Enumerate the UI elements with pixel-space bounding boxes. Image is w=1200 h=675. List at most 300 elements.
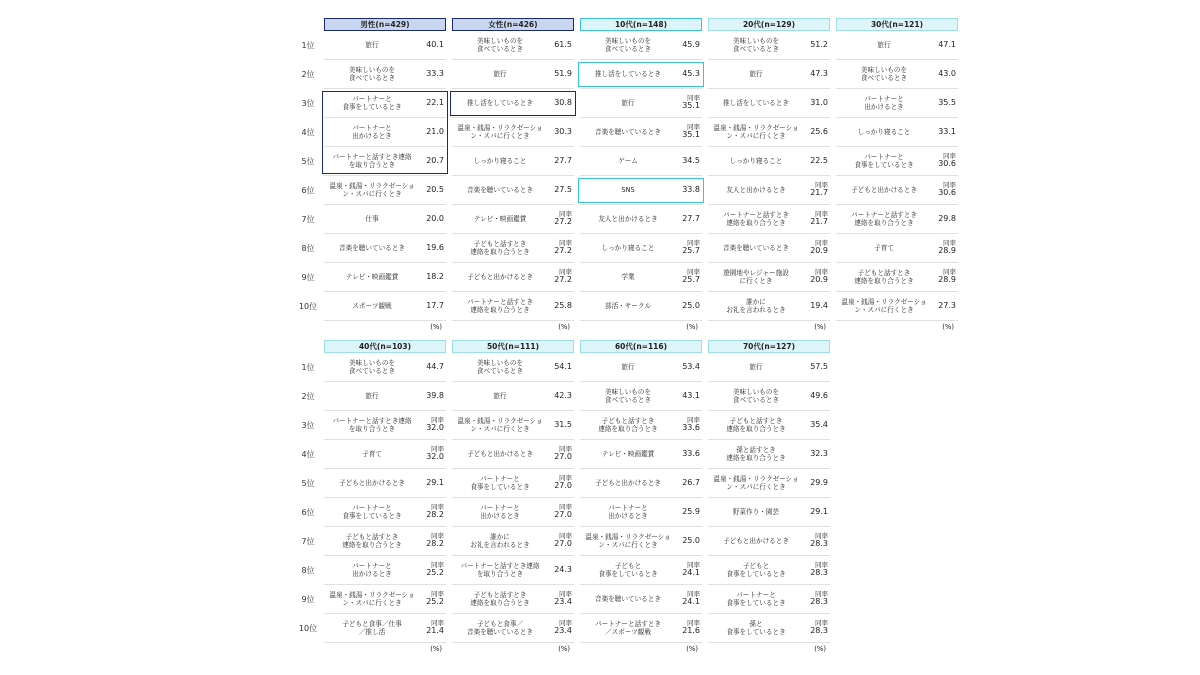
item-value: 24.3: [554, 564, 572, 574]
item-value: 31.0: [810, 97, 828, 107]
item-label: 子どもと食事／ 音楽を聴いているとき: [467, 619, 533, 636]
table-row: [708, 234, 830, 263]
tie-label: 同率: [431, 445, 444, 454]
table-row: [708, 556, 830, 585]
table-row: [580, 147, 702, 176]
tie-label: 同率: [943, 268, 956, 277]
item-value: 33.1: [938, 126, 956, 136]
item-value: 同率 30.6: [932, 182, 958, 197]
item-label: パートナーと話すとき連絡 を取り合うとき: [460, 561, 540, 578]
rank-label: 7位: [301, 215, 315, 224]
item-value: 34.5: [682, 155, 700, 165]
item-value: 27.3: [938, 300, 956, 310]
item-value: 20.0: [426, 213, 444, 223]
table-row: [324, 440, 446, 469]
table-row: [708, 89, 830, 118]
item-value: 51.9: [554, 68, 572, 78]
table-row: [452, 176, 574, 205]
item-label: 仕事: [365, 214, 379, 223]
rank-label: 9位: [301, 595, 315, 604]
table-row: [324, 382, 446, 411]
item-label: パートナーと 出かけるとき: [480, 503, 520, 520]
table-row: [324, 176, 446, 205]
table-row: [452, 469, 574, 498]
tie-label: 同率: [687, 94, 700, 103]
table-row: [580, 176, 702, 205]
tie-label: 同率: [559, 474, 572, 483]
item-value: 35.5: [938, 97, 956, 107]
table-row: [324, 205, 446, 234]
tie-label: 同率: [687, 268, 700, 277]
column-male: [324, 18, 446, 333]
table-row: [580, 89, 702, 118]
item-value: 57.5: [810, 361, 828, 371]
table-row: [580, 527, 702, 556]
item-label: 推し活をしているとき: [595, 69, 661, 78]
table-row: [836, 89, 958, 118]
item-label: 旅行: [493, 391, 507, 400]
item-value: 21.0: [426, 126, 444, 136]
item-label: しっかり寝ること: [729, 156, 783, 165]
item-value: 42.3: [554, 390, 572, 400]
item-value: 同率 32.0: [420, 417, 446, 432]
item-label: 温泉・銭湯・リラクゼーショ ン・スパに行くとき: [457, 416, 543, 433]
table-row: [452, 31, 574, 60]
item-value: 同率 33.6: [676, 417, 702, 432]
rank-label: 1位: [301, 363, 315, 372]
table-row: [324, 585, 446, 614]
item-label: 子どもと 食事をしているとき: [726, 561, 786, 578]
top-rank-column: [296, 31, 320, 321]
item-value: 同率 21.4: [420, 620, 446, 635]
item-value: 25.8: [554, 300, 572, 310]
tie-label: 同率: [559, 268, 572, 277]
item-value: 22.1: [426, 97, 444, 107]
table-row: [836, 147, 958, 176]
item-value: 同率 35.1: [676, 95, 702, 110]
item-value: 54.1: [554, 361, 572, 371]
item-label: 子育て: [362, 449, 382, 458]
item-label: パートナーと 出かけるとき: [352, 123, 392, 140]
table-row: [452, 614, 574, 643]
item-value: 19.6: [426, 242, 444, 252]
item-label: 美味しいものを 食べているとき: [476, 358, 524, 375]
table-row: [324, 234, 446, 263]
item-value: 同率 27.0: [548, 475, 574, 490]
item-label: 子どもと話すとき 連絡を取り合うとき: [726, 416, 786, 433]
item-value: 44.7: [426, 361, 444, 371]
item-value: 同率 27.2: [548, 269, 574, 284]
item-value: 25.6: [810, 126, 828, 136]
item-value: 29.1: [426, 477, 444, 487]
table-row: [324, 556, 446, 585]
table-row: [836, 176, 958, 205]
tie-label: 同率: [943, 239, 956, 248]
unit-label: (%): [558, 645, 570, 653]
item-label: 旅行: [749, 362, 763, 371]
item-label: 美味しいものを 食べているとき: [732, 36, 780, 53]
tie-label: 同率: [815, 590, 828, 599]
item-value: 25.0: [682, 535, 700, 545]
item-label: パートナーと 出かけるとき: [864, 94, 904, 111]
rank-label: 6位: [301, 508, 315, 517]
column-female: [452, 18, 574, 333]
item-value: 47.3: [810, 68, 828, 78]
table-row: [708, 176, 830, 205]
item-label: 部活・サークル: [605, 301, 651, 310]
table-row: [708, 147, 830, 176]
tie-label: 同率: [815, 210, 828, 219]
item-value: 49.6: [810, 390, 828, 400]
tie-label: 同率: [559, 532, 572, 541]
item-value: 29.9: [810, 477, 828, 487]
item-label: 子どもと話すとき 連絡を取り合うとき: [470, 590, 530, 607]
item-label: 温泉・銭湯・リラクゼーショ ン・スパに行くとき: [329, 181, 415, 198]
item-label: 子どもと話すとき 連絡を取り合うとき: [470, 239, 530, 256]
bottom-rank-column: [296, 353, 320, 643]
item-label: SNS: [621, 185, 635, 194]
item-label: しっかり寝ること: [473, 156, 527, 165]
item-value: 同率 27.2: [548, 240, 574, 255]
item-label: 孫と 食事をしているとき: [726, 619, 786, 636]
table-row: [452, 498, 574, 527]
item-label: 温泉・銭湯・リラクゼーショ ン・スパに行くとき: [329, 590, 415, 607]
column-70s: [708, 340, 830, 655]
item-value: 同率 25.7: [676, 240, 702, 255]
item-label: 孫と話すとき 連絡を取り合うとき: [726, 445, 786, 462]
tie-label: 同率: [943, 181, 956, 190]
tie-label: 同率: [431, 561, 444, 570]
table-row: [452, 118, 574, 147]
column-header: 30代(n=121): [836, 18, 958, 31]
item-label: パートナーと話すとき連絡 を取り合うとき: [332, 152, 412, 169]
table-row: [452, 382, 574, 411]
item-label: 子どもと出かけるとき: [467, 272, 533, 281]
table-row: [580, 382, 702, 411]
table-row: [580, 292, 702, 321]
item-value: 45.9: [682, 39, 700, 49]
item-label: ゲーム: [618, 156, 638, 165]
item-label: 誰かに お礼を言われるとき: [470, 532, 530, 549]
item-value: 20.5: [426, 184, 444, 194]
item-label: テレビ・映画鑑賞: [601, 449, 655, 458]
table-row: [452, 527, 574, 556]
table-row: [708, 498, 830, 527]
table-row: [836, 31, 958, 60]
column-header: 10代(n=148): [580, 18, 702, 31]
item-value: 61.5: [554, 39, 572, 49]
table-row: [708, 31, 830, 60]
item-label: 音楽を聴いているとき: [595, 594, 661, 603]
item-value: 同率 27.0: [548, 446, 574, 461]
item-value: 同率 20.9: [804, 240, 830, 255]
item-label: 子どもと出かけるとき: [595, 478, 661, 487]
unit-label: (%): [942, 323, 954, 331]
item-label: 旅行: [877, 40, 891, 49]
table-row: [580, 205, 702, 234]
item-label: 旅行: [749, 69, 763, 78]
table-row: [708, 440, 830, 469]
item-label: パートナーと話すとき 連絡を取り合うとき: [851, 210, 917, 227]
item-label: 子どもと出かけるとき: [723, 536, 789, 545]
item-value: 同率 27.0: [548, 504, 574, 519]
item-value: 29.8: [938, 213, 956, 223]
table-row: [836, 118, 958, 147]
tie-label: 同率: [687, 590, 700, 599]
item-value: 同率 28.3: [804, 620, 830, 635]
table-row: [452, 89, 574, 118]
column-40s: [324, 340, 446, 655]
table-row: [452, 205, 574, 234]
table-row: [580, 614, 702, 643]
tie-label: 同率: [559, 210, 572, 219]
item-label: 音楽を聴いているとき: [339, 243, 405, 252]
table-row: [580, 440, 702, 469]
table-row: [452, 60, 574, 89]
tie-label: 同率: [559, 503, 572, 512]
rank-label: 9位: [301, 273, 315, 282]
item-label: 誰かに お礼を言われるとき: [726, 297, 786, 314]
item-label: 音楽を聴いているとき: [467, 185, 533, 194]
table-row: [324, 31, 446, 60]
table-row: [324, 292, 446, 321]
table-row: [452, 263, 574, 292]
item-value: 同率 28.9: [932, 269, 958, 284]
item-label: しっかり寝ること: [857, 127, 911, 136]
column-header: 50代(n=111): [452, 340, 574, 353]
table-row: [324, 614, 446, 643]
tie-label: 同率: [431, 503, 444, 512]
tie-label: 同率: [687, 239, 700, 248]
table-row: [580, 234, 702, 263]
item-value: 30.3: [554, 126, 572, 136]
item-label: 推し活をしているとき: [467, 98, 533, 107]
column-header: 女性(n=426): [452, 18, 574, 31]
table-row: [580, 411, 702, 440]
item-label: 旅行: [621, 98, 635, 107]
item-label: 子どもと出かけるとき: [851, 185, 917, 194]
item-value: 同率 21.6: [676, 620, 702, 635]
column-header: 男性(n=429): [324, 18, 446, 31]
item-label: 学業: [621, 272, 635, 281]
item-value: 同率 23.4: [548, 620, 574, 635]
rank-label: 6位: [301, 186, 315, 195]
item-value: 27.7: [554, 155, 572, 165]
tie-label: 同率: [431, 532, 444, 541]
item-label: 友人と出かけるとき: [598, 214, 658, 223]
tie-label: 同率: [687, 123, 700, 132]
table-row: [324, 118, 446, 147]
tie-label: 同率: [687, 619, 700, 628]
item-label: 温泉・銭湯・リラクゼーショ ン・スパに行くとき: [457, 123, 543, 140]
item-value: 33.3: [426, 68, 444, 78]
item-value: 40.1: [426, 39, 444, 49]
item-value: 27.7: [682, 213, 700, 223]
item-label: 子育て: [874, 243, 894, 252]
item-label: 美味しいものを 食べているとき: [860, 65, 908, 82]
unit-label: (%): [814, 645, 826, 653]
item-value: 同率 27.2: [548, 211, 574, 226]
item-label: 子どもと話すとき 連絡を取り合うとき: [854, 268, 914, 285]
tie-label: 同率: [687, 561, 700, 570]
column-20s: [708, 18, 830, 333]
tie-label: 同率: [815, 532, 828, 541]
item-value: 20.7: [426, 155, 444, 165]
item-label: 子どもと 食事をしているとき: [598, 561, 658, 578]
item-value: 25.9: [682, 506, 700, 516]
column-header: 40代(n=103): [324, 340, 446, 353]
table-row: [324, 353, 446, 382]
table-row: [580, 353, 702, 382]
item-label: パートナーと 出かけるとき: [352, 561, 392, 578]
item-label: 温泉・銭湯・リラクゼーショ ン・スパに行くとき: [585, 532, 671, 549]
item-label: 子どもと食事／仕事 ／推し活: [342, 619, 402, 636]
table-row: [324, 469, 446, 498]
column-header: 60代(n=116): [580, 340, 702, 353]
item-label: 旅行: [365, 40, 379, 49]
rank-label: 3位: [301, 99, 315, 108]
rank-label: 2位: [301, 70, 315, 79]
item-label: パートナーと話すとき連絡 を取り合うとき: [332, 416, 412, 433]
tie-label: 同率: [559, 239, 572, 248]
item-label: パートナーと話すとき 連絡を取り合うとき: [467, 297, 533, 314]
item-value: 33.8: [682, 184, 700, 194]
item-label: パートナーと 出かけるとき: [608, 503, 648, 520]
column-30s: [836, 18, 958, 333]
item-label: スポーツ観戦: [352, 301, 392, 310]
unit-label: (%): [686, 323, 698, 331]
table-row: [708, 205, 830, 234]
item-label: 野菜作り・園芸: [732, 507, 780, 516]
item-label: 旅行: [365, 391, 379, 400]
table-row: [836, 292, 958, 321]
item-label: 子どもと出かけるとき: [339, 478, 405, 487]
tie-label: 同率: [559, 590, 572, 599]
table-row: [708, 469, 830, 498]
rank-label: 3位: [301, 421, 315, 430]
item-value: 39.8: [426, 390, 444, 400]
tie-label: 同率: [943, 152, 956, 161]
tie-label: 同率: [815, 619, 828, 628]
table-row: [324, 60, 446, 89]
table-row: [580, 263, 702, 292]
item-label: テレビ・映画鑑賞: [345, 272, 399, 281]
table-row: [452, 147, 574, 176]
table-row: [836, 234, 958, 263]
rank-label: 10位: [298, 624, 318, 633]
table-row: [580, 469, 702, 498]
item-label: 温泉・銭湯・リラクゼーショ ン・スパに行くとき: [713, 474, 799, 491]
table-row: [708, 118, 830, 147]
item-value: 同率 28.9: [932, 240, 958, 255]
item-value: 同率 25.7: [676, 269, 702, 284]
item-label: 音楽を聴いているとき: [595, 127, 661, 136]
item-value: 同率 25.2: [420, 591, 446, 606]
table-row: [452, 556, 574, 585]
item-value: 同率 23.4: [548, 591, 574, 606]
rank-label: 1位: [301, 41, 315, 50]
tie-label: 同率: [431, 416, 444, 425]
tie-label: 同率: [431, 590, 444, 599]
item-label: パートナーと 食事をしているとき: [470, 474, 530, 491]
table-row: [708, 614, 830, 643]
item-value: 33.6: [682, 448, 700, 458]
table-row: [708, 353, 830, 382]
column-header: 20代(n=129): [708, 18, 830, 31]
tie-label: 同率: [431, 619, 444, 628]
item-label: 温泉・銭湯・リラクゼーショ ン・スパに行くとき: [713, 123, 799, 140]
unit-label: (%): [430, 323, 442, 331]
rank-label: 4位: [301, 128, 315, 137]
item-label: 子どもと話すとき 連絡を取り合うとき: [598, 416, 658, 433]
tie-label: 同率: [815, 561, 828, 570]
item-label: しっかり寝ること: [601, 243, 655, 252]
item-value: 43.1: [682, 390, 700, 400]
item-value: 27.5: [554, 184, 572, 194]
item-value: 29.1: [810, 506, 828, 516]
table-row: [580, 585, 702, 614]
table-row: [324, 263, 446, 292]
item-value: 26.7: [682, 477, 700, 487]
table-row: [708, 60, 830, 89]
table-row: [580, 118, 702, 147]
table-row: [708, 382, 830, 411]
table-row: [836, 60, 958, 89]
item-value: 同率 28.2: [420, 533, 446, 548]
item-value: 同率 21.7: [804, 211, 830, 226]
item-value: 32.3: [810, 448, 828, 458]
item-value: 18.2: [426, 271, 444, 281]
item-label: 美味しいものを 食べているとき: [732, 387, 780, 404]
item-label: 美味しいものを 食べているとき: [348, 358, 396, 375]
item-value: 同率 32.0: [420, 446, 446, 461]
table-row: [580, 60, 702, 89]
item-label: パートナーと話すとき 連絡を取り合うとき: [723, 210, 789, 227]
table-row: [580, 498, 702, 527]
rank-label: 5位: [301, 157, 315, 166]
tie-label: 同率: [559, 445, 572, 454]
unit-label: (%): [430, 645, 442, 653]
table-row: [452, 234, 574, 263]
item-value: 22.5: [810, 155, 828, 165]
item-label: 美味しいものを 食べているとき: [348, 65, 396, 82]
table-row: [836, 205, 958, 234]
item-value: 同率 21.7: [804, 182, 830, 197]
item-value: 45.3: [682, 68, 700, 78]
tie-label: 同率: [815, 181, 828, 190]
tie-label: 同率: [559, 619, 572, 628]
table-row: [580, 31, 702, 60]
table-row: [708, 527, 830, 556]
table-row: [324, 89, 446, 118]
rank-label: 2位: [301, 392, 315, 401]
item-value: 19.4: [810, 300, 828, 310]
unit-label: (%): [558, 323, 570, 331]
item-label: 旅行: [493, 69, 507, 78]
unit-label: (%): [814, 323, 826, 331]
item-value: 同率 28.3: [804, 533, 830, 548]
item-value: 同率 28.2: [420, 504, 446, 519]
item-value: 31.5: [554, 419, 572, 429]
item-value: 43.0: [938, 68, 956, 78]
table-row: [324, 498, 446, 527]
item-value: 35.4: [810, 419, 828, 429]
table-row: [452, 411, 574, 440]
item-label: パートナーと 食事をしているとき: [342, 503, 402, 520]
item-value: 17.7: [426, 300, 444, 310]
rank-label: 10位: [298, 302, 318, 311]
table-row: [452, 440, 574, 469]
